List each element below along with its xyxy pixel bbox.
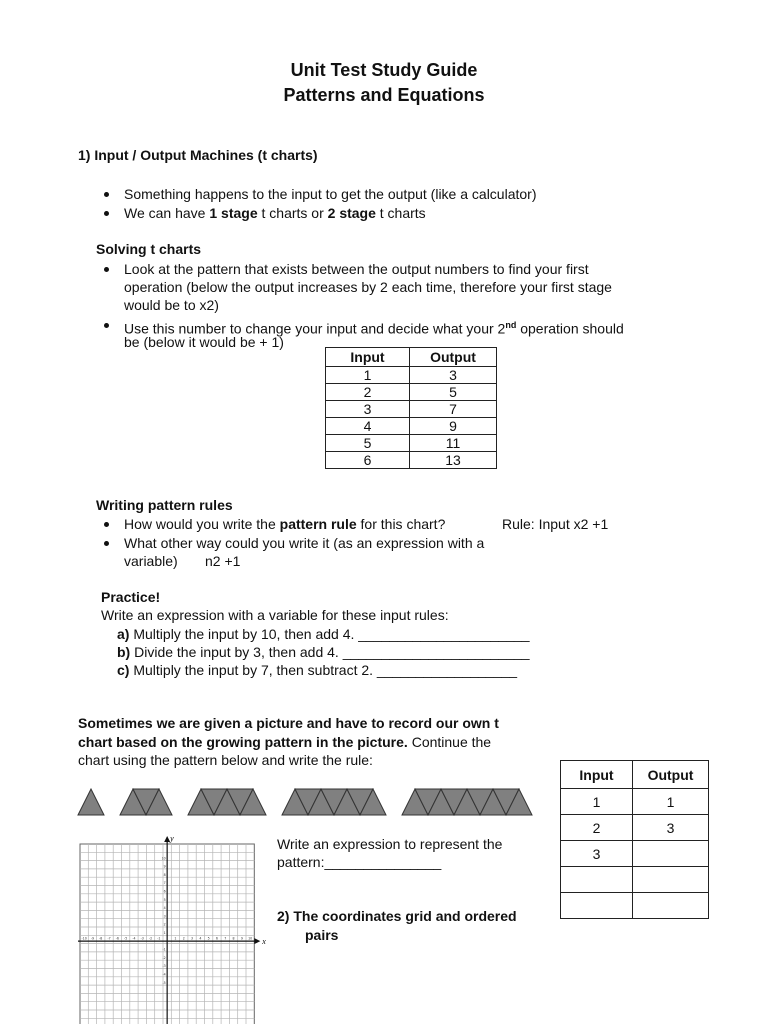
y-tick-label: 2 xyxy=(163,922,166,927)
t-chart-1-row xyxy=(326,452,497,469)
rules-b1: How would you write the pattern rule for this chart? xyxy=(124,516,446,532)
y-tick-label: 3 xyxy=(163,914,166,919)
t-chart-1-cell-output: 7 xyxy=(410,401,497,418)
t-chart-1-cell-output: 3 xyxy=(410,367,497,384)
x-tick-label: 5 xyxy=(207,936,210,941)
solving-heading: Solving t charts xyxy=(96,241,202,257)
x-tick-label: -9 xyxy=(90,936,95,941)
section1-heading: 1) Input / Output Machines (t charts) xyxy=(78,147,318,163)
t-chart-2-row xyxy=(561,841,709,867)
t-chart-1-row xyxy=(326,367,497,384)
y-tick-label: 8 xyxy=(163,872,166,877)
t-chart-2 xyxy=(560,760,709,919)
t-chart-1-cell-output: 9 xyxy=(410,418,497,435)
solving-b1-line2: operation (below the output increases by 2 each time, therefore your first stage xyxy=(124,279,612,295)
y-tick-label: 5 xyxy=(163,897,166,902)
bullet-input-output: Something happens to the input to get the output (like a calculator) xyxy=(124,186,537,202)
t-chart-1-header-output: Output xyxy=(410,348,497,367)
rules-heading: Writing pattern rules xyxy=(96,497,233,513)
t-chart-2-cell-output: 3 xyxy=(633,815,709,841)
t-chart-2-cell-output xyxy=(633,867,709,893)
x-tick-label: 8 xyxy=(232,936,235,941)
y-tick-label: 4 xyxy=(163,906,166,911)
picture-line3: chart using the pattern below and write the rule: xyxy=(78,752,373,768)
x-tick-label: -6 xyxy=(115,936,119,941)
picture-line1: Sometimes we are given a picture and have to record our own t xyxy=(78,715,499,731)
t-chart-2-cell-output xyxy=(633,893,709,919)
triangle-figure xyxy=(120,789,172,815)
x-tick-label: 10 xyxy=(248,936,253,941)
x-tick-label: 9 xyxy=(240,936,243,941)
t-chart-2-row xyxy=(561,815,709,841)
y-tick-label: -5 xyxy=(162,980,166,985)
x-tick-label: 3 xyxy=(191,936,194,941)
x-tick-label: 1 xyxy=(174,936,177,941)
bullet-dot xyxy=(104,211,109,216)
t-chart-1-cell-input: 6 xyxy=(326,452,410,469)
y-tick-label: 10 xyxy=(161,856,166,861)
solving-b1-line1: Look at the pattern that exists between the output numbers to find your first xyxy=(124,261,589,277)
bullet-dot xyxy=(104,522,109,527)
t-chart-2-cell-input: 2 xyxy=(561,815,633,841)
section2-line1: 2) The coordinates grid and ordered xyxy=(277,908,517,924)
expression-line2: pattern:_______________ xyxy=(277,854,442,870)
picture-line2: chart based on the growing pattern in the picture. Continue the xyxy=(78,734,492,750)
practice-item-c: c) Multiply the input by 7, then subtract 2. __________________ xyxy=(117,662,518,678)
t-chart-1-row xyxy=(326,401,497,418)
x-tick-label: -4 xyxy=(132,936,136,941)
t-chart-2-cell-output xyxy=(633,841,709,867)
t-chart-2-header-input: Input xyxy=(561,761,633,789)
bullet-stages: We can have 1 stage t charts or 2 stage t charts xyxy=(124,205,426,221)
y-tick-label: 1 xyxy=(163,931,166,936)
t-chart-1-cell-input: 3 xyxy=(326,401,410,418)
x-tick-label: 2 xyxy=(182,936,185,941)
t-chart-1-cell-output: 11 xyxy=(410,435,497,452)
bullet-dot xyxy=(104,323,109,328)
t-chart-1-cell-input: 1 xyxy=(326,367,410,384)
title-line2: Patterns and Equations xyxy=(283,85,485,105)
x-tick-label: -5 xyxy=(124,936,128,941)
t-chart-2-row xyxy=(561,867,709,893)
rules-b1-rule: Rule: Input x2 +1 xyxy=(502,516,609,532)
x-tick-label: -3 xyxy=(140,936,144,941)
solving-b2-line2: be (below it would be + 1) xyxy=(124,334,284,350)
x-axis-label: x xyxy=(262,937,266,947)
solving-b2-line1: Use this number to change your input and decide what your 2nd operation should xyxy=(124,320,624,337)
y-axis-label: y xyxy=(170,834,174,843)
x-tick-label: 6 xyxy=(215,936,218,941)
t-chart-2-cell-input: 3 xyxy=(561,841,633,867)
t-chart-1-cell-output: 5 xyxy=(410,384,497,401)
x-tick-label: -10 xyxy=(81,936,87,941)
x-tick-label: -8 xyxy=(99,936,103,941)
t-chart-1-row xyxy=(326,384,497,401)
section2-line2: pairs xyxy=(305,927,339,943)
t-chart-1-cell-input: 5 xyxy=(326,435,410,452)
t-chart-2-header-output: Output xyxy=(633,761,709,789)
x-tick-label: 4 xyxy=(199,936,202,941)
t-chart-2-cell-output: 1 xyxy=(633,789,709,815)
practice-heading: Practice! xyxy=(101,589,161,605)
x-tick-label: -1 xyxy=(157,936,161,941)
t-chart-1-cell-input: 2 xyxy=(326,384,410,401)
title-line1: Unit Test Study Guide xyxy=(290,60,478,80)
practice-item-b: b) Divide the input by 3, then add 4. ________________________ xyxy=(117,644,530,660)
triangle-figure xyxy=(402,789,532,815)
t-chart-1-row xyxy=(326,435,497,452)
bullet-dot xyxy=(104,541,109,546)
x-axis-arrow xyxy=(254,938,260,944)
bullet-dot xyxy=(104,267,109,272)
y-tick-label: 9 xyxy=(163,864,166,869)
t-chart-1-cell-output: 13 xyxy=(410,452,497,469)
y-tick-label: -1 xyxy=(162,947,166,952)
x-tick-label: -7 xyxy=(107,936,111,941)
expression-line1: Write an expression to represent the xyxy=(277,836,503,852)
practice-intro: Write an expression with a variable for these input rules: xyxy=(101,607,449,623)
t-chart-1-header-input: Input xyxy=(326,348,410,367)
triangle-figure xyxy=(282,789,386,815)
y-tick-label: 7 xyxy=(163,881,166,886)
y-tick-label: -4 xyxy=(162,972,166,977)
t-chart-2-cell-input xyxy=(561,867,633,893)
bullet-dot xyxy=(104,192,109,197)
coordinate-grid xyxy=(76,832,268,1024)
rules-b2-line1: What other way could you write it (as an expression with a xyxy=(124,535,485,551)
triangle-figure xyxy=(188,789,266,815)
solving-b1-line3: would be to x2) xyxy=(124,297,219,313)
y-tick-label: 6 xyxy=(163,889,166,894)
triangle-figure xyxy=(78,789,104,815)
t-chart-2-row xyxy=(561,789,709,815)
t-chart-2-cell-input: 1 xyxy=(561,789,633,815)
practice-item-a: a) Multiply the input by 10, then add 4. ______________________ xyxy=(117,626,530,642)
t-chart-1 xyxy=(325,347,497,469)
rules-b2-line2b: n2 +1 xyxy=(205,553,241,569)
rules-b2-line2a: variable) xyxy=(124,553,178,569)
x-tick-label: -2 xyxy=(148,936,153,941)
t-chart-1-row xyxy=(326,418,497,435)
t-chart-2-cell-input xyxy=(561,893,633,919)
t-chart-2-row xyxy=(561,893,709,919)
y-tick-label: -3 xyxy=(162,964,166,969)
x-tick-label: 7 xyxy=(224,936,227,941)
t-chart-1-cell-input: 4 xyxy=(326,418,410,435)
y-tick-label: -2 xyxy=(162,955,166,960)
triangle-pattern xyxy=(74,786,534,818)
